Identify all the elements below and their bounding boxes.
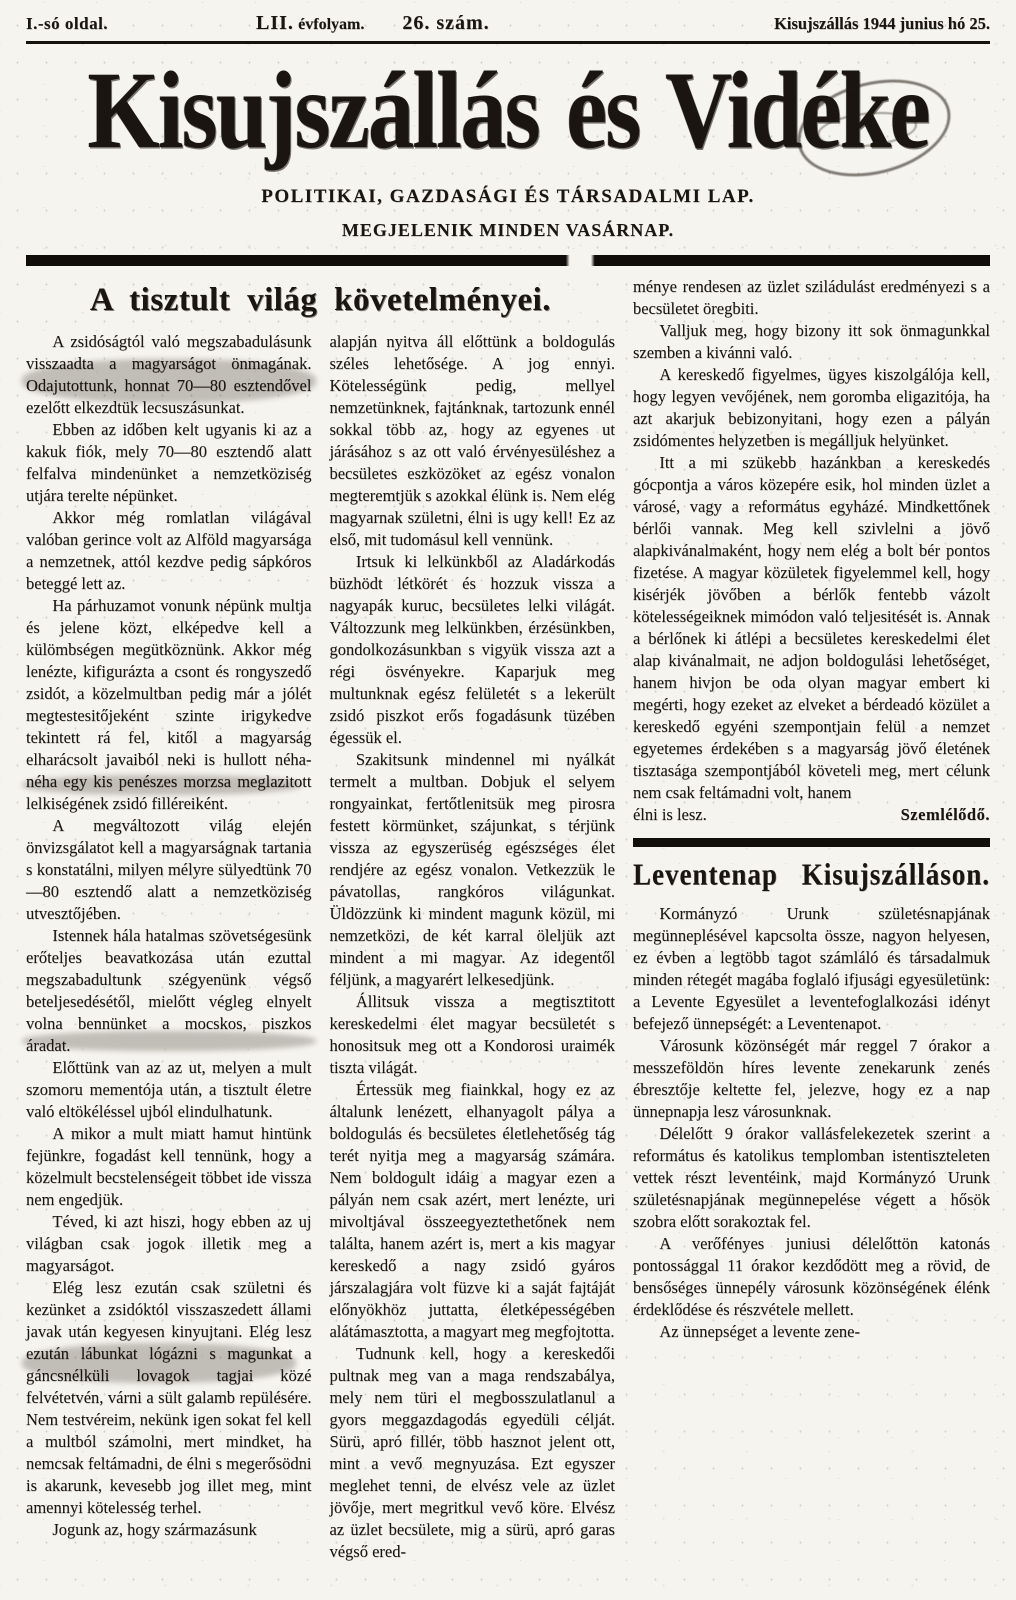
- paragraph: A mikor a mult miatt hamut hintünk fejünkre, fogadást kell tennünk, hogy a közelmult becstelenségeit többet ide vissza nem engedjük.: [26, 1123, 312, 1209]
- paragraph: A verőfényes juniusi délelőttön katonás pontossággal 11 órakor kezdődött meg a rövid, de bensőséges ünnepély városunk közönségének élénk érdeklődése és részvétele mellett.: [632, 1233, 990, 1319]
- paragraph: A megváltozott világ elején önvizsgálatot kell a magyarságnak tartania s konstatálni, milyen mélyre sülyedtünk 70—80 esztendő alatt a nemzetköziség utvesztőjében.: [26, 815, 312, 923]
- newspaper-title: Kisujszállás és Vidéke: [87, 50, 929, 172]
- paragraph: Városunk közönségét már reggel 7 órakor a messzeföldön híres levente zenekarunk zenés ébresztője keltette fel, jelezve, hogy ez a nap ünnepnapja lesz városunknak.: [632, 1035, 990, 1121]
- paragraph: Akkor még romlatlan világával valóban gerince volt az Alföld magyarsága a nemzetnek, attól kezdve pedig sápkóros beteggé lett az.: [26, 507, 312, 593]
- closing-words: élni is lesz.: [632, 804, 707, 824]
- paragraph: Tudnunk kell, hogy a kereskedői pultnak meg van a maga rendszabálya, mely nem türi el megbosszulatlanul a gyors meggazdagodás egyedüli célját. Sürü, apró fillér, több hasznot jelent ott, mint a vevő megnyuzása. Ezt egyszer meglehet tenni, de elvész vele az üzlet jövője, mert megritkul vevő köre. Elvész az üzlet becsülete, mig a sürü, apró garas végső ered-: [329, 1343, 615, 1561]
- column-1: [26, 331, 311, 1563]
- paragraph: Valljuk meg, hogy bizony itt sok önmagunkkal szemben a kivánni való.: [632, 320, 990, 362]
- volume-label: LII. évfolyam.: [256, 12, 365, 34]
- paragraph: Ebben az időben kelt ugyanis ki az a kakuk fiók, mely 70—80 esztendő alatt felfalva mindenünket a nemzetköziség utjára terelte népünket.: [26, 419, 312, 505]
- header-rule: [26, 41, 990, 44]
- column-3: [633, 276, 990, 1563]
- paragraph: A kereskedő figyelmes, ügyes kiszolgálója kell, hogy legyen vevőjének, nem goromba eligazitója, ha azt akarjuk bebizonyitani, hogy ezen a pályán zsidómentes helyzetben is megálljuk helyünket.: [632, 364, 990, 450]
- paragraph: A zsidóságtól való megszabadulásunk visszaadta a magyarságot önmagának. Odajutottunk, honnat 70—80 esztendővel ezelőtt elkezdtük lecsuszásunkat.: [26, 331, 312, 417]
- paragraph: Értessük meg fiainkkal, hogy ez az általunk lenézett, elhanyagolt pálya a boldogulás és becsületes életlehetőség tág terét nyitja meg a magyarság számára. Nem boldogult idáig a magyar ezen a pályán nem csak azért, mert lenézte, uri mivoltjával összeegyeztethetőnek nem találta, hanem azért is, mert a kis magyar kereskedő a nagy zsidó gyáros járszalagjára volt füzve ki a saját fajtáját előnyökhöz juttatta, életképességében alátámasztotta, a magyart meg megfojtotta.: [329, 1079, 615, 1341]
- newspaper-subtitle: POLITIKAI, GAZDASÁGI ÉS TÁRSADALMI LAP.: [261, 185, 755, 207]
- paragraph: Előttünk van az az ut, melyen a mult szomoru mementója után, a tisztult életre való eltökéléssel ujból elindulhatunk.: [26, 1057, 312, 1121]
- paragraph: Itt a mi szükebb hazánkban a kereskedés gócpontja a város közepére esik, hol minden üzlet a városé, vagy a református egyházé. Mindkettőnek bérlői vannak. Meg kell szivlelni a jövő alapkivánalmaként, hogy nem elég a bolt bér pontos fizetése. A magyar közületek figyelemmel kell, hogy kisérjék jövőben a bérlők fentebb vázolt kötelességeiknek mimódon való teljesitését is. Annak a bérlőnek ki átlépi a becsületes kereskedelmi élet alap kivánalmait, ne adjon boldogulási lehetőséget, hanem hivjon be oda olyan magyar embert ki megérti, hogy ezeket az elveket a bérdeadó közület a kereskedő egyéni szempontjain felül a nemzet egyetemes érdekében s a magyarság jövő életének tisztasága szempontjából követeli meg, mert célunk nem csak feltámadni volt, hanem: [632, 452, 990, 802]
- paragraph: Istennek hála hatalmas szövetségesünk erőteljes beavatkozása után ezuttal megszabadultunk szégyenünk végső beteljesedésétől, mielőtt végleg elnyelt volna bennünket a mocskos, piszkos áradat.: [26, 925, 312, 1055]
- paragraph: Elég lesz ezután csak születni és kezünket a zsidóktól visszaszedett állami javak után kegyesen kinyujtani. Elég lesz ezután lábunkat lógázni s magunkat a gáncsnélküli lovagok tagjai közé felvétetvén, várni a sült galamb repülésére. Nem testvéreim, nekünk igen sokat fel kell a multból számolni, mert mindket, ha nemcsak feltámadni, de élni s megerősödni is akarunk, kevesebb jog illet meg, mint amennyi kötelesség terhel.: [26, 1277, 312, 1517]
- author-signature: Szemlélődő.: [900, 804, 990, 824]
- article1-title: A tisztult világ követelményei.: [89, 281, 552, 318]
- article-divider: [633, 838, 990, 847]
- paragraph: Kormányzó Urunk születésnapjának megünneplésével kapcsolta össze, nagyon helyesen, ez évben a legtöbb tagot számláló és társadalmuk minden rétegét magába foglaló ifjusági egyesületünk: a Levente Egyesület a leventefoglalkozási idényt befejező ünnepségét: a Leventenapot.: [632, 903, 990, 1033]
- article2-title: Leventenap Kisujszálláson.: [632, 856, 990, 891]
- paragraph: Ha párhuzamot vonunk népünk multja és jelene közt, elképedve kell a külömbségen megütköznünk. Akkor még lenézte, kifigurázta a csont és rongyszedő zsidót, a közelmultban pedig már a jólét megtestesitőjeként szinte irigykedve tekintett rá fel, kitől a magyarság elharácsolt javaiból neki is hullott néha-néha egy kis penészes morzsa meglazitott lelkiségének zsidó filléreiként.: [26, 595, 312, 813]
- header-meta-row: [26, 12, 990, 35]
- masthead: [26, 50, 990, 241]
- paragraph: Irtsuk ki lelkünkből az Aladárkodás büzhödt létkörét és hozzuk vissza a nagyapák kuruc, becsületes lelki világát. Változzunk meg lelkünkben, érzésünkben, gondolkozásunkban s vigyük vissza azt a régi ösvényekre. Kaparjuk meg multunknak egész felületét s a lekerült zsidó piszkot erős fogadásunk tüzében égessük el.: [329, 551, 615, 747]
- dateline: Kisujszállás 1944 junius hó 25.: [774, 14, 990, 33]
- paragraph: Az ünnepséget a levente zene-: [659, 1321, 860, 1341]
- volume-issue: [256, 12, 690, 35]
- paragraph: alapján nyitva áll előttünk a boldogulás széles lehetősége. A jog ennyi. Kötelességünk pedig, mellyel nemzetünknek, fajtánknak, tartozunk ennél sokkal több az, hogy az egyenes ut járásához s az ott való érvényesüléshez a becsületes eszközöket az egész vonalon megteremtjük s azokkal élünk is. Nem elég magyarnak születni, élni is ugy kell! Ez az első, mit tudomásul kell vennünk.: [329, 331, 615, 549]
- paragraph: Délelőtt 9 órakor vallásfelekezetek szerint a református és katolikus templomban istentiszteleten vettek részt leventéink, majd Kormányzó Urunk születésnapjának megünnepelése végett a hősök szobra előtt sorakoztak fel.: [632, 1123, 990, 1231]
- page-number-label: I.-só oldal.: [26, 14, 109, 33]
- paragraph: Állitsuk vissza a megtisztitott kereskedelmi élet magyar becsületét s honositsuk meg ott a Kondorosi uraimék tiszta világát.: [329, 991, 615, 1077]
- paragraph: Téved, ki azt hiszi, hogy ebben az uj világban csak jogok illetik meg a magyarságot.: [26, 1211, 312, 1275]
- masthead-divider: [26, 255, 990, 266]
- page-columns: [26, 276, 990, 1563]
- column-2: [329, 331, 614, 1563]
- issue-label: 26. szám.: [402, 12, 490, 34]
- signature-line: [633, 804, 990, 826]
- paragraph: Szakitsunk mindennel mi nyálkát termelt a multban. Dobjuk el selyem rongyainkat, fertőtlenitsük meg pirosra festett körmünket, szájunkat, s térjünk vissza az egyszerüség egészséges élet rendjére az egész vonalon. Vetkezzük le pávatollas, rangkóros világunkat. Üldözzünk ki mindent magunk közül, mi nemzetközi, de két karral öleljük azt mindent a mi magyar. Az idegentől féljünk, a magyarért lelkesedjünk.: [329, 749, 615, 989]
- paragraph: Jogunk az, hogy származásunk: [52, 1519, 257, 1539]
- publication-frequency: MEGJELENIK MINDEN VASÁRNAP.: [341, 219, 675, 240]
- paragraph: ménye rendesen az üzlet sziládulást eredményezi s a becsületet öregbiti.: [632, 276, 990, 318]
